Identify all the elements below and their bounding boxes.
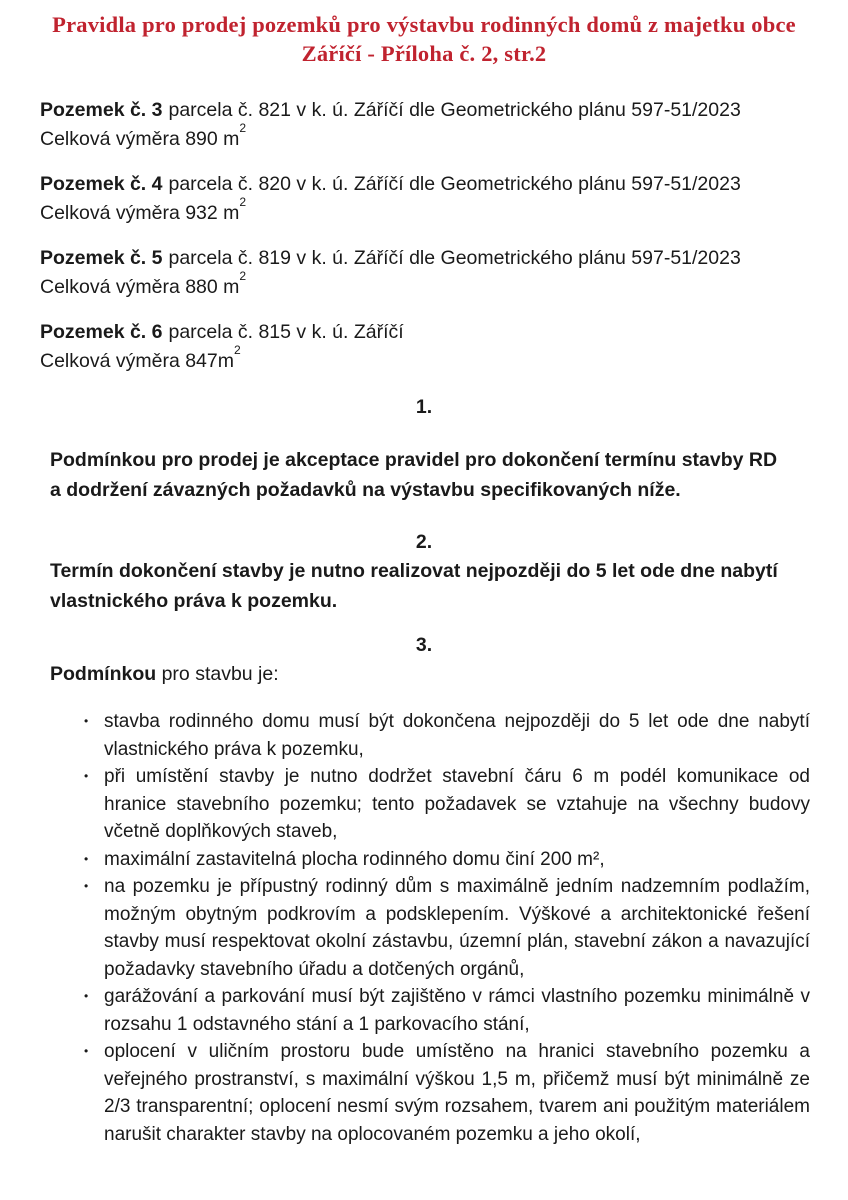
bullet-dot-icon: • xyxy=(84,879,89,893)
section-1-number: 1. xyxy=(415,396,433,418)
plot-item-6 xyxy=(40,318,818,376)
list-item xyxy=(84,846,810,874)
plot-details: parcela č. 815 v k. ú. Záříčí xyxy=(168,321,404,343)
section-2-paragraph: Termín dokončení stavby je nutno realizovat nejpozději do 5 let ode dne nabytí vlastnického práva k pozemku. xyxy=(50,560,778,612)
list-item xyxy=(84,873,810,983)
section-3-lead-rest: pro stavbu je: xyxy=(156,663,279,685)
plot-area-superscript: 2 xyxy=(239,195,247,210)
bullet-text: maximální zastavitelná plocha rodinného domu činí 200 m², xyxy=(104,848,605,870)
plot-area xyxy=(40,269,818,302)
plot-item-3 xyxy=(40,96,818,154)
plot-area-superscript: 2 xyxy=(239,121,247,136)
document-title xyxy=(0,0,848,68)
bullet-text: na pozemku je přípustný rodinný dům s maximálně jedním nadzemním podlažím, možným obytným podkrovím a podsklepením. Výškové a architektonické řešení stavby musí respektovat okolní zástavbu, územní plán, stavební zákon a navazující požadavky stavebního úřadu a dotčených orgánů, xyxy=(104,876,810,980)
plot-item-4 xyxy=(40,170,818,228)
plot-area-superscript: 2 xyxy=(234,343,241,358)
bullet-dot-icon: • xyxy=(84,989,89,1003)
plot-details: parcela č. 820 v k. ú. Záříčí dle Geometrického plánu 597-51/2023 xyxy=(168,173,741,195)
list-item xyxy=(84,708,810,763)
plot-area-text: Celková výměra 890 m xyxy=(40,128,240,150)
plot-area xyxy=(40,343,818,376)
list-item xyxy=(84,763,810,846)
title-line-2: Záříčí - Příloha č. 2, str.2 xyxy=(301,41,547,66)
bullet-dot-icon: • xyxy=(84,851,89,866)
bullet-dot-icon: • xyxy=(84,769,89,783)
plot-details: parcela č. 821 v k. ú. Záříčí dle Geometrického plánu 597-51/2023 xyxy=(168,99,741,121)
section-1-paragraph: Podmínkou pro prodej je akceptace pravidel pro dokončení termínu stavby RD a dodržení závazných požadavků na výstavbu specifikovaných níže. xyxy=(50,449,778,501)
plot-item-5 xyxy=(40,244,818,302)
section-3-number: 3. xyxy=(415,634,433,656)
conditions-list xyxy=(0,708,848,1148)
bullet-dot-icon: • xyxy=(84,1044,89,1058)
plot-area-text: Celková výměra 880 m xyxy=(40,276,240,298)
plot-label: Pozemek č. 3 xyxy=(40,99,163,121)
bullet-text: při umístění stavby je nutno dodržet stavební čáru 6 m podél komunikace od hranice stavebního pozemku; tento požadavek se vztahuje na všechny budovy včetně doplňkových staveb, xyxy=(104,766,810,842)
title-line-1: Pravidla pro prodej pozemků pro výstavbu rodinných domů z majetku obce xyxy=(52,12,796,37)
bullet-text: oplocení v uličním prostoru bude umístěno na hranici stavebního pozemku a veřejného prostranství, s maximální výškou 1,5 m, přičemž musí být minimálně ze 2/3 transparentní; oplocení nesmí svým rozsahem, tvarem ani použitým materiálem narušit charakter stavby na oplocovaném pozemku a jeho okolí, xyxy=(104,1041,810,1145)
list-item xyxy=(84,1038,810,1148)
plot-area xyxy=(40,195,818,228)
plot-label: Pozemek č. 6 xyxy=(40,321,163,343)
section-2-number: 2. xyxy=(415,531,433,553)
plot-details: parcela č. 819 v k. ú. Záříčí dle Geometrického plánu 597-51/2023 xyxy=(168,247,741,269)
list-item xyxy=(84,983,810,1038)
plot-area-superscript: 2 xyxy=(239,269,247,284)
plot-area-text: Celková výměra 932 m xyxy=(40,202,240,224)
section-3-lead-bold: Podmínkou xyxy=(50,663,157,685)
plot-label: Pozemek č. 4 xyxy=(40,173,163,195)
plot-area xyxy=(40,121,818,154)
bullet-text: stavba rodinného domu musí být dokončena nejpozději do 5 let ode dne nabytí vlastnického práva k pozemku, xyxy=(104,711,810,760)
section-3-lead xyxy=(0,660,848,688)
plot-area-text: Celková výměra 847m xyxy=(40,350,234,372)
bullet-text: garážování a parkování musí být zajištěno v rámci vlastního pozemku minimálně v rozsahu 1 odstavného stání a 1 parkovacího stání, xyxy=(104,986,810,1035)
plot-label: Pozemek č. 5 xyxy=(40,247,163,269)
plot-list xyxy=(0,96,848,376)
bullet-dot-icon: • xyxy=(84,714,89,728)
